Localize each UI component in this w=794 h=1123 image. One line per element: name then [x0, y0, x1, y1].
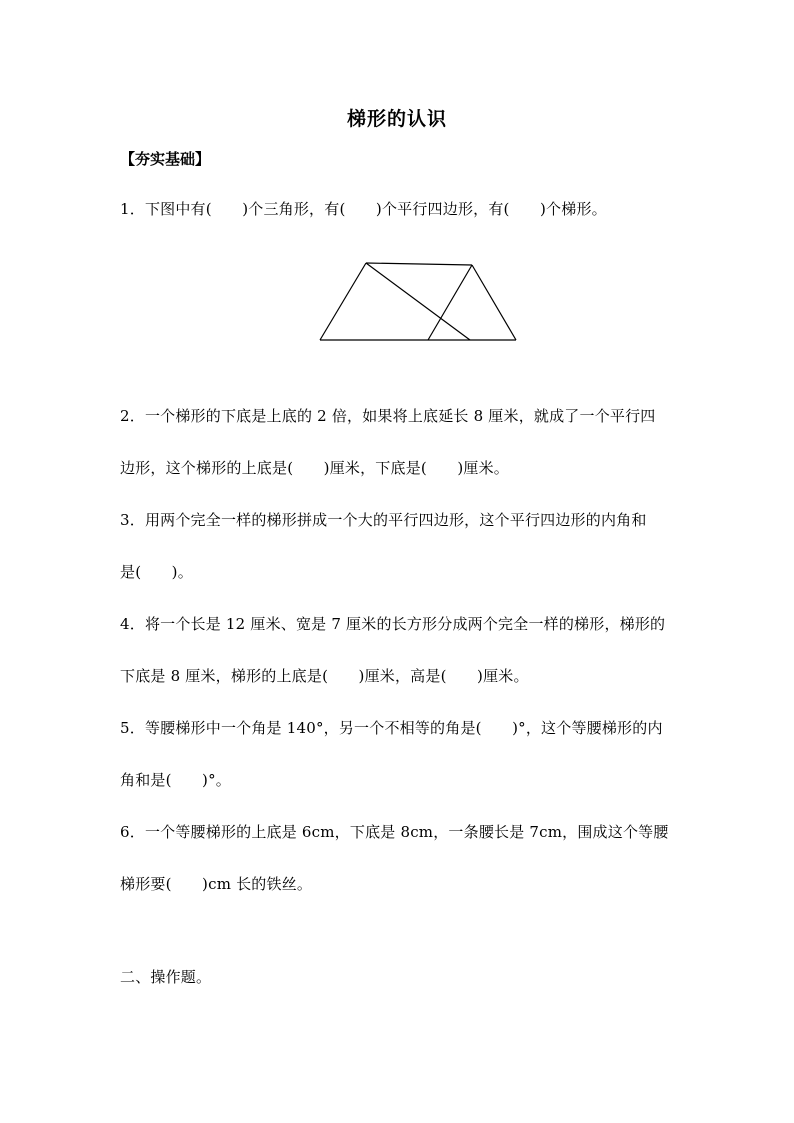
- question-2-line-2: 边形，这个梯形的上底是( )厘米，下底是( )厘米。: [120, 459, 510, 477]
- question-6-line-2: 梯形要( )cm 长的铁丝。: [120, 875, 313, 893]
- question-3-line-2: 是( )。: [120, 563, 193, 581]
- question-5-line-2: 角和是( )°。: [120, 771, 232, 789]
- right-leg-line: [472, 265, 516, 340]
- question-3-line-1: 3．用两个完全一样的梯形拼成一个大的平行四边形，这个平行四边形的内角和: [120, 511, 647, 529]
- question-4-line-2: 下底是 8 厘米，梯形的上底是( )厘米，高是( )厘米。: [120, 667, 529, 685]
- top-base-line: [366, 263, 472, 265]
- part-2-label: 二、操作题。: [120, 968, 212, 986]
- question-4-line-1: 4．将一个长是 12 厘米、宽是 7 厘米的长方形分成两个完全一样的梯形，梯形的: [120, 615, 666, 633]
- trapezoid-diagram: [318, 260, 518, 344]
- page-title: 梯形的认识: [346, 108, 447, 130]
- question-1: 1．下图中有( )个三角形，有( )个平行四边形，有( )个梯形。: [120, 200, 607, 218]
- left-leg-line: [320, 263, 366, 340]
- question-2-line-1: 2．一个梯形的下底是上底的 2 倍，如果将上底延长 8 厘米，就成了一个平行四: [120, 407, 656, 425]
- trapezoid-figure: [318, 260, 518, 344]
- question-5-line-1: 5．等腰梯形中一个角是 140°，另一个不相等的角是( )°，这个等腰梯形的内: [120, 719, 663, 737]
- inner-parallel-line: [428, 265, 472, 340]
- inner-diagonal-line: [366, 263, 470, 340]
- question-6-line-1: 6．一个等腰梯形的上底是 6cm，下底是 8cm，一条腰长是 7cm，围成这个等腰: [120, 823, 669, 841]
- section-label: 【夯实基础】: [120, 150, 211, 168]
